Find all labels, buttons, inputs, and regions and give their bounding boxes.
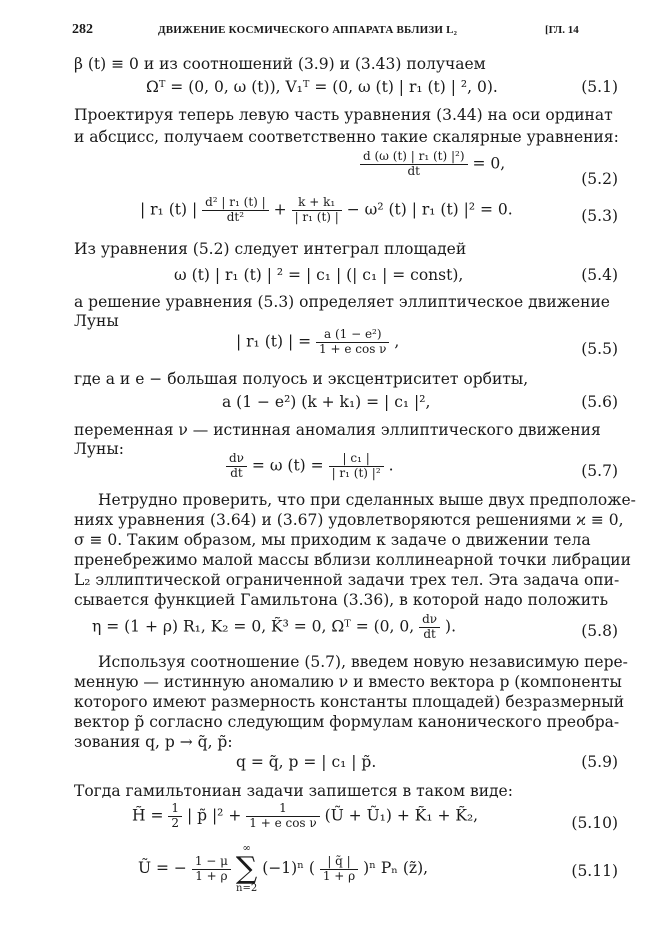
sum-lower-limit: n=2	[236, 883, 258, 894]
numerator: d (ω (t) | r₁ (t) |²)	[360, 150, 468, 165]
numerator: k + k₁	[292, 196, 342, 211]
numerator: a (1 − e²)	[316, 328, 389, 343]
denominator: 1 + ρ	[195, 868, 228, 883]
denominator: | r₁ (t) |²	[331, 465, 381, 480]
equation-5-3	[140, 196, 513, 225]
equation-text: | r₁ (t) |	[140, 200, 198, 219]
equation-number: (5.1)	[581, 78, 618, 96]
numerator: 1 − μ	[192, 855, 231, 870]
equation-text: ,	[394, 332, 400, 351]
text-line: σ ≡ 0. Таким образом, мы приходим к задаче о движении тела	[74, 531, 591, 549]
text-line: Из уравнения (5.2) следует интеграл площадей	[74, 240, 467, 258]
equation-text: | r₁ (t) | =	[236, 332, 312, 351]
fraction	[292, 196, 342, 225]
text-line: пренебрежимо малой массы вблизи коллинеарной точки либрации	[74, 551, 631, 569]
denominator: 2	[171, 815, 180, 830]
equation-text: ).	[445, 617, 456, 636]
equation-5-4: ω (t) | r₁ (t) | ² = | c₁ | (| c₁ | = const),	[174, 266, 464, 284]
equation-number: (5.10)	[571, 814, 618, 832]
text-line: L₂ эллиптической ограниченной задачи трех тел. Эта задача опи-	[74, 571, 620, 589]
text-line: зования q, p → q̃, p̃:	[74, 733, 233, 751]
denominator: 1 + e cos ν	[319, 341, 387, 356]
equation-text: = ω (t) =	[251, 456, 324, 475]
chapter-label: [ГЛ. 14	[545, 24, 579, 36]
fraction	[419, 613, 440, 642]
text-line: и абсцисс, получаем соответственно такие скалярные уравнения:	[74, 128, 619, 146]
fraction	[320, 855, 358, 884]
fraction	[316, 328, 389, 357]
text-line: сывается функцией Гамильтона (3.36), в которой надо положить	[74, 591, 609, 609]
equation-number: (5.8)	[581, 622, 618, 640]
equation-number: (5.4)	[581, 266, 618, 284]
denominator: dt	[407, 163, 421, 178]
text-line: Луны	[74, 312, 119, 330]
fraction	[168, 802, 182, 831]
numerator: 1	[246, 802, 319, 817]
fraction	[360, 150, 468, 179]
equation-text: | p̃ |² +	[186, 806, 242, 825]
equation-5-9: q = q̃, p = | c₁ | p̃.	[236, 753, 377, 771]
equation-5-8	[92, 613, 456, 642]
equation-5-5	[236, 328, 399, 357]
fraction	[192, 855, 231, 884]
text-line: менную — истинную аномалию ν и вместо вектора p (компоненты	[74, 673, 622, 691]
text-line: β (t) ≡ 0 и из соотношений (3.9) и (3.43) получаем	[74, 55, 486, 73]
text-line: переменная ν — истинная аномалия эллиптического движения	[74, 421, 601, 439]
numerator: dν	[226, 452, 247, 467]
sum-upper-limit: ∞	[242, 843, 251, 854]
fraction	[202, 196, 269, 225]
denominator: | r₁ (t) |	[294, 209, 339, 224]
equation-text: H̃ =	[132, 806, 164, 825]
equation-5-6: a (1 − e²) (k + k₁) = | c₁ |²,	[222, 393, 431, 411]
equation-text: )ⁿ Pₙ (z̃),	[363, 859, 429, 877]
text-line: а решение уравнения (5.3) определяет эллиптическое движение	[74, 293, 610, 311]
equation-5-2	[360, 150, 505, 179]
denominator: dt²	[226, 209, 245, 224]
equation-5-1: Ωᵀ = (0, 0, ω (t)), V₁ᵀ = (0, ω (t) | r₁ (t) | ², 0).	[146, 78, 498, 96]
text-line: ниях уравнения (3.64) и (3.67) удовлетворяются решениями ϰ ≡ 0,	[74, 511, 624, 529]
denominator: 1 + e cos ν	[249, 815, 317, 830]
equation-5-7	[226, 452, 394, 481]
equation-text: Ũ = −	[138, 859, 187, 877]
equation-text: +	[273, 200, 287, 219]
summation	[236, 844, 257, 894]
equation-number: (5.11)	[571, 862, 618, 880]
equation-text: .	[388, 456, 394, 475]
fraction	[329, 452, 384, 481]
page-number: 282	[72, 22, 93, 37]
text-line: которого имеют размерность константы площадей) безразмерный	[74, 693, 625, 711]
text-line: Тогда гамильтониан задачи запишется в таком виде:	[74, 782, 513, 800]
equation-number: (5.3)	[581, 207, 618, 225]
text-line: вектор p̃ согласно следующим формулам канонического преобра-	[74, 713, 620, 731]
equation-number: (5.6)	[581, 393, 618, 411]
equation-text: η = (1 + ρ) R₁, K₂ = 0, K̃³ = 0, Ωᵀ = (0, 0,	[92, 617, 415, 636]
equation-text: (Ũ + Ũ₁) + K̃₁ + K̃₂,	[324, 806, 479, 825]
running-title: ДВИЖЕНИЕ КОСМИЧЕСКОГО АППАРАТА ВБЛИЗИ L₂	[158, 24, 458, 36]
equation-number: (5.7)	[581, 462, 618, 480]
equation-5-11	[138, 844, 428, 894]
equation-text: − ω² (t) | r₁ (t) |² = 0.	[346, 200, 513, 219]
denominator: dt	[423, 626, 436, 641]
denominator: 1 + ρ	[322, 868, 356, 883]
fraction	[226, 452, 247, 481]
numerator: | q̃ |	[320, 855, 358, 870]
text-line: Проектируя теперь левую часть уравнения (3.44) на оси ординат	[74, 106, 613, 124]
text-line: где a и e − большая полуось и эксцентриситет орбиты,	[74, 370, 529, 388]
equation-5-10	[132, 802, 478, 831]
denominator: dt	[230, 465, 243, 480]
numerator: dν	[419, 613, 440, 628]
text-line: Луны:	[74, 440, 124, 458]
fraction	[246, 802, 319, 831]
numerator: 1	[168, 802, 182, 817]
equation-text: (−1)ⁿ (	[262, 859, 315, 877]
equation-number: (5.5)	[581, 340, 618, 358]
equation-number: (5.2)	[581, 170, 618, 188]
sum-sign: ∑	[235, 851, 258, 886]
text-line: Используя соотношение (5.7), введем новую независимую пере-	[98, 653, 628, 671]
numerator: | c₁ |	[329, 452, 384, 467]
text-line: Нетрудно проверить, что при сделанных выше двух предположе-	[98, 491, 636, 509]
equation-number: (5.9)	[581, 753, 618, 771]
numerator: d² | r₁ (t) |	[202, 196, 269, 211]
equation-text: = 0,	[472, 154, 506, 173]
